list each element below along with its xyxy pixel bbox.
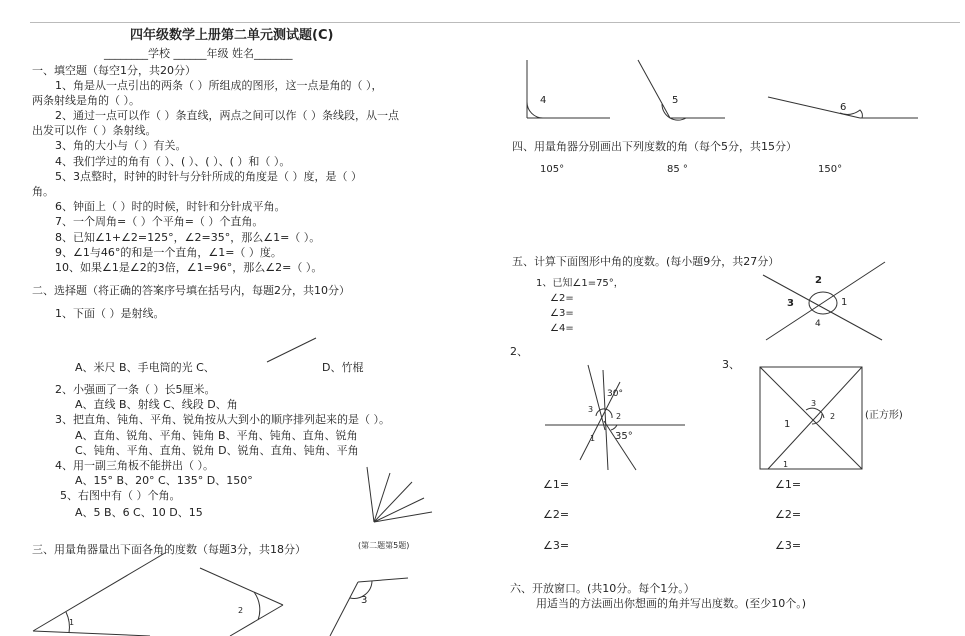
square-note: (正方形) [865,410,903,421]
section6-text: 用适当的方法画出你想画的角并写出度数。(至少10个。) [536,597,807,610]
fig2-label-3: 3 [588,405,594,414]
angle-1-figure [33,553,165,636]
s1-q6: 6、钟面上（ ）时的时候，时针和分针成平角。 [55,200,286,213]
angle-150: 150° [818,164,843,175]
q2-answer-3: ∠3= [543,539,570,552]
s2-q4-options: A、15° B、20° C、135° D、150° [75,474,253,487]
s5-q1-ans3: ∠3= [550,308,574,319]
s5-q2-label: 2、 [510,345,528,358]
section5-heading: 五、计算下面图形中角的度数。(每小题9分，共27分） [512,255,780,268]
fig3-label-1: 1 [784,419,791,430]
fig2-label-30: 30° [607,389,623,399]
s1-q8: 8、已知∠1+∠2=125°，∠2=35°，那么∠1=（ ）。 [55,231,321,244]
q3-answer-2: ∠2= [775,508,802,521]
s2-q3: 3、把直角、钝角、平角、锐角按从大到小的顺序排列起来的是（ ）。 [55,413,390,426]
bottom-angle-label-2: 2 [238,606,244,615]
bottom-angle-label-3: 3 [361,595,368,606]
fig3-label-2: 2 [830,412,836,421]
section4-heading: 四、用量角器分别画出下列度数的角（每个5分，共15分） [512,140,797,153]
s2-q1-options: A、米尺 B、手电筒的光 C、 [75,361,215,374]
fig2-label-35: 35° [615,431,633,442]
s1-q1a: 1、角是从一点引出的两条（ ）所组成的图形，这一点是角的（ ）， [55,79,383,92]
figure-caption: (第二题第5题) [358,541,410,550]
s1-q10: 10、如果∠1是∠2的3倍，∠1=96°，那么∠2=（ ）。 [55,261,323,274]
s2-q2-options: A、直线 B、射线 C、线段 D、角 [75,398,238,411]
angle-2-figure [200,568,283,636]
s5-q1-given: 1、已知∠1=75°， [536,278,624,289]
s1-q7: 7、一个周角=（ ）个平角=（ ）个直角。 [55,215,264,228]
square-figure [760,367,862,469]
fig1-label-2: 2 [815,275,822,286]
top-angle-label-6: 6 [840,102,847,113]
s1-q3: 3、角的大小与（ ）有关。 [55,139,187,152]
section6-heading: 六、开放窗口。(共10分。每个1分。） [510,582,695,595]
s2-q1-option-d: D、竹棍 [322,361,364,374]
page-title: 四年级数学上册第二单元测试题(C) [130,28,334,43]
fig1-label-4: 4 [815,319,821,329]
s2-q2: 2、小强画了一条（ ）长5厘米。 [55,383,216,396]
intersecting-angles-figure [545,365,685,470]
fig2-label-2: 2 [616,412,622,421]
top-rule [30,22,960,23]
s1-q2a: 2、通过一点可以作（ ）条直线，两点之间可以作（ ）条线段，从一点 [55,109,399,122]
angle-85: 85 ° [667,164,688,175]
s1-q2b: 出发可以作（ ）条射线。 [32,124,157,137]
fig1-label-1: 1 [841,297,848,308]
angle-105: 105° [540,164,565,175]
s5-q1-ans2: ∠2= [550,293,574,304]
s1-q5a: 5、3点整时，时钟的时针与分针所成的角度是（ ）度，是（ ） [55,170,362,183]
s2-q3-options-cd: C、钝角、平角、直角、锐角 D、锐角、直角、钝角、平角 [75,444,359,457]
q2-answer-1: ∠1= [543,478,570,491]
s2-q1: 1、下面（ ）是射线。 [55,307,165,320]
angle-fan-figure [367,467,432,522]
q3-answer-1: ∠1= [775,478,802,491]
s5-q1-ans4: ∠4= [550,323,574,334]
student-info-line: ________学校 ______年级 姓名_______ [104,47,293,60]
angle-4-figure [527,60,610,118]
fig1-label-3: 3 [787,298,794,309]
section3-heading: 三、用量角器量出下面各角的度数（每题3分，共18分） [32,543,306,556]
bottom-angle-label-1: 1 [69,618,75,627]
s1-q5b: 角。 [32,185,54,198]
s2-q3-options-ab: A、直角、锐角、平角、钝角 B、平角、钝角、直角、锐角 [75,429,358,442]
fig3-label-3: 3 [811,399,817,408]
s2-q5: 5、右图中有（ ）个角。 [60,489,181,502]
fig2-label-1: 1 [590,434,596,443]
s2-q5-options: A、5 B、6 C、10 D、15 [75,506,203,519]
section1-heading: 一、填空题（每空1分，共20分） [32,64,196,77]
q2-answer-2: ∠2= [543,508,570,521]
fig3-label-1b: 1 [783,460,789,469]
s1-q1b: 两条射线是角的（ ）。 [32,94,140,107]
s1-q9: 9、∠1与46°的和是一个直角，∠1=（ ）度。 [55,246,282,259]
angle-3-figure [330,578,408,636]
s5-q3-label: 3、 [722,358,740,371]
crossing-lines-figure [763,262,885,340]
top-angle-label-4: 4 [540,95,547,106]
q3-answer-3: ∠3= [775,539,802,552]
angle-5-figure [638,60,725,120]
s1-q4: 4、我们学过的角有（ ）、( ）、( ）、( ）和（ ）。 [55,155,291,168]
top-angle-label-5: 5 [672,95,679,106]
ray-figure [267,338,316,362]
section2-heading: 二、选择题（将正确的答案序号填在括号内，每题2分，共10分） [32,284,350,297]
s2-q4: 4、用一副三角板不能拼出（ ）。 [55,459,214,472]
